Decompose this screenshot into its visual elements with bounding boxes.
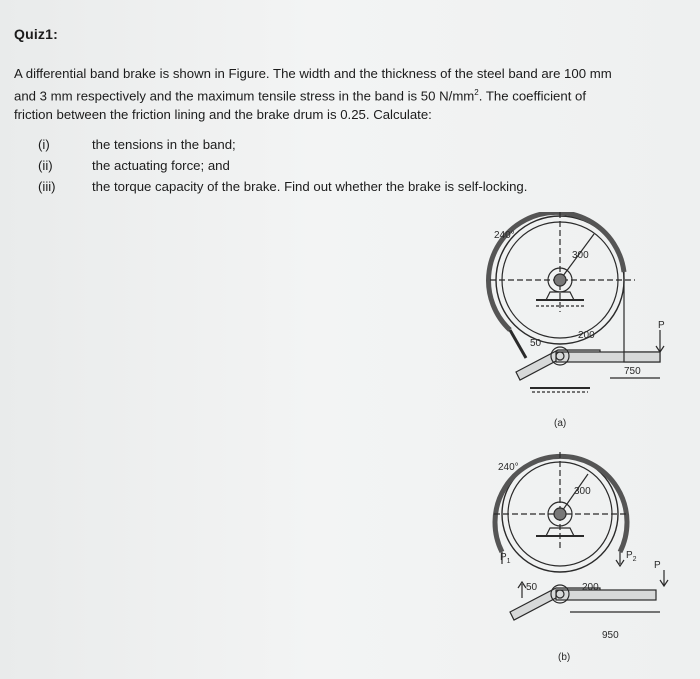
- list-item: [38, 176, 527, 197]
- brake-figure: [470, 212, 700, 672]
- angle-label-b: 240°: [498, 462, 519, 473]
- dim-750-a: 750: [624, 366, 641, 377]
- list-item: [38, 155, 527, 176]
- problem-statement: [14, 64, 684, 124]
- problem-line-3: friction between the friction lining and the brake drum is 0.25. Calculate:: [14, 107, 432, 123]
- radius-label-b: 300: [574, 486, 591, 497]
- problem-line-2-text: and 3 mm respectively and the maximum tensile stress in the band is 50 N/mm: [14, 88, 475, 104]
- item-text: the actuating force; and: [92, 158, 230, 173]
- angle-label-a: 240°: [494, 230, 515, 241]
- dim-200-b: 200: [582, 582, 599, 593]
- problem-line-2-end: . The coefficient of: [478, 88, 587, 104]
- p2-letter: P: [626, 550, 633, 561]
- item-number: (iii): [38, 179, 56, 194]
- superscript-2: 2: [474, 88, 479, 97]
- dim-50-b: 50: [526, 582, 538, 593]
- figure-a-diagram: [489, 212, 664, 392]
- quiz-title: Quiz1:: [14, 26, 58, 42]
- figure-b-diagram: [494, 452, 668, 620]
- p1-letter: P: [500, 552, 507, 563]
- dim-200-a: 200: [578, 330, 595, 341]
- force-p-b: P: [654, 560, 661, 571]
- caption-a: (a): [554, 418, 567, 429]
- item-text: the torque capacity of the brake. Find out whether the brake is self-locking.: [92, 179, 528, 194]
- item-number: (ii): [38, 158, 53, 173]
- question-list: [38, 134, 527, 197]
- item-number: (i): [38, 137, 50, 152]
- force-p-a: P: [658, 320, 665, 331]
- p1-subscript: 1: [506, 558, 511, 565]
- caption-b: (b): [558, 652, 571, 663]
- list-item: [38, 134, 527, 155]
- dim-50-a: 50: [530, 338, 542, 349]
- problem-line-2: [14, 83, 684, 105]
- p2-subscript: 2: [632, 556, 637, 563]
- problem-line-1: A differential band brake is shown in Figure. The width and the thickness of the steel band are 100 mm: [14, 66, 612, 81]
- dim-950-b: 950: [602, 630, 619, 641]
- item-text: the tensions in the band;: [92, 137, 236, 152]
- p2-label-b: [626, 550, 637, 563]
- radius-label-a: 300: [572, 250, 589, 261]
